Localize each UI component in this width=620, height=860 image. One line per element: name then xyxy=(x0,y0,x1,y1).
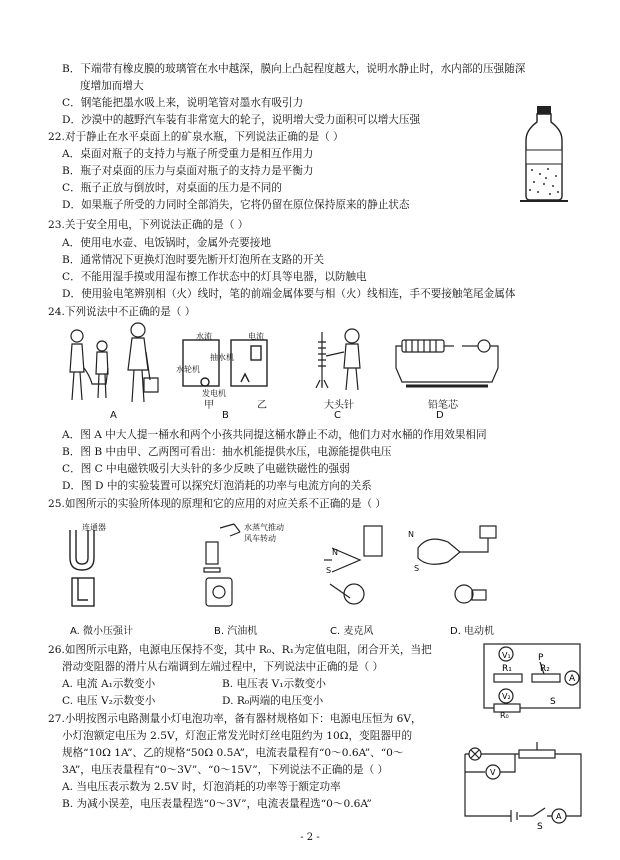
q24-label-generator: 发电机 xyxy=(202,389,226,398)
q21-option-c: C．钢笔能把墨水吸上来，说明笔管对墨水有吸引力 xyxy=(62,97,304,109)
q24-label-current: 电流 xyxy=(248,332,264,341)
q24-option-a: A．图 A 中大人提一桶水和两个小孩共同提这桶水静止不动，他们力对水桶的作用效果相同 xyxy=(62,429,487,441)
q26-circuit-r2: R₂ xyxy=(540,664,550,674)
q24-option-c: C．图 C 中电磁铁吸引大头针的多少反映了电磁铁磁性的强弱 xyxy=(62,463,350,475)
q24-label-yi: 乙 xyxy=(257,400,267,411)
q27-circuit-voltmeter: V xyxy=(490,768,496,777)
q24-label-d: D xyxy=(436,410,444,421)
q26-circuit-v2: V₂ xyxy=(502,692,511,701)
q26-circuit-r1: R₁ xyxy=(502,664,512,674)
q22-stem: 22.对于静止在水平桌面上的矿泉水瓶，下列说法正确的是（ ） xyxy=(48,131,344,143)
q26-circuit-r0: R₀ xyxy=(500,711,509,718)
q27-stem-line3: 规格“10Ω 1A”、乙的规格“50Ω 0.5A”，电流表量程有“0～0.6A”、“0～ xyxy=(62,747,404,759)
water-bottle-figure xyxy=(518,104,570,204)
q24-label-pin: 大头针 xyxy=(324,400,354,411)
q26-circuit-p: P xyxy=(538,653,544,663)
q27-stem-line1: 27.小明按图示电路测量小灯电泡功率，备有器材规格如下：电源电压恒为 6V， xyxy=(48,713,422,725)
q25-label-wheel: 风车转动 xyxy=(244,534,276,543)
q25-label-n1: N xyxy=(332,548,338,557)
q24-label-pump: 抽水机 xyxy=(210,353,234,362)
q23-stem: 23.关于安全用电，下列说法正确的是（ ） xyxy=(48,219,249,231)
q24-label-lead: 铅笔芯 xyxy=(428,400,458,411)
q21-option-d: D．沙漠中的越野汽车装有非常宽大的轮子，说明增大受力面积可以增大压强 xyxy=(62,114,421,126)
q26-option-b: B. 电压表 V₁示数变小 xyxy=(222,678,326,690)
q27-option-a: A. 当电压表示数为 2.5V 时，灯泡消耗的功率等于额定功率 xyxy=(62,781,341,793)
q25-label-n2: N xyxy=(408,530,414,539)
q27-option-b: B. 为减小误差，电压表量程选“0～3V”，电流表量程选“0～0.6A” xyxy=(62,798,372,810)
q22-option-a: A．桌面对瓶子的支持力与瓶子所受重力是相互作用力 xyxy=(62,148,314,160)
q24-option-d: D．图 D 中的实验装置可以探究灯泡消耗的功率与电流方向的关系 xyxy=(62,480,372,492)
q26-stem-line1: 26.如图所示电路，电源电压保持不变，其中 R₀、R₁为定值电阻，闭合开关，当把 xyxy=(48,644,432,656)
q26-circuit-ammeter: A xyxy=(569,674,576,684)
q25-label-steam: 水蒸气推动 xyxy=(244,523,284,532)
q24-figure-c-electromagnet xyxy=(300,322,380,394)
q21-option-b: B．下端带有橡皮膜的玻璃管在水中越深，膜向上凸起程度越大，说明水静止时，水内部的压强随深 xyxy=(62,63,526,75)
q25-figure-d-electric-motor xyxy=(408,518,508,610)
page-number: - 2 - xyxy=(300,832,320,843)
q25-label-s1: S xyxy=(326,566,332,575)
q26-circuit-v1: V₁ xyxy=(502,651,511,660)
q27-circuit-switch: S xyxy=(537,822,543,830)
q22-option-c: C．瓶子正放与倒放时，对桌面的压力是不同的 xyxy=(62,182,282,194)
q24-stem: 24.下列说法中不正确的是（ ） xyxy=(48,306,196,318)
q26-circuit-switch: S xyxy=(550,697,556,707)
q25-caption-b: B. 汽油机 xyxy=(214,626,258,637)
q24-figure-d-pencil-lead-circuit xyxy=(392,334,502,390)
q25-figure-c-microphone xyxy=(320,518,400,610)
q23-option-a: A．使用电水壶、电饭锅时，金属外壳要接地 xyxy=(62,237,271,249)
q24-label-a: A xyxy=(110,410,117,421)
q26-circuit-diagram xyxy=(478,638,590,718)
q26-option-a: A. 电流 A₁示数变小 xyxy=(62,678,156,690)
q24-label-c: C xyxy=(334,410,341,421)
q22-option-b: B．瓶子对桌面的压力与桌面对瓶子的支持力是平衡力 xyxy=(62,165,314,177)
q24-label-jia: 甲 xyxy=(204,400,214,411)
q26-stem-line2: 滑动变阻器的滑片从右端调到左端过程中，下列说法中正确的是（ ） xyxy=(62,661,384,673)
q26-option-d: D. R₀两端的电压变小 xyxy=(222,695,324,707)
q24-label-b: B xyxy=(222,410,229,421)
q25-caption-c: C. 麦克风 xyxy=(330,626,374,637)
q27-circuit-diagram xyxy=(455,738,590,830)
q27-stem-line2: 小灯泡额定电压为 2.5V，灯泡正常发光时灯丝电阻约为 10Ω，变阻器甲的 xyxy=(62,730,413,742)
q23-option-b: B．通常情况下更换灯泡时要先断开灯泡所在支路的开关 xyxy=(62,254,325,266)
q24-label-turbine: 水轮机 xyxy=(176,365,200,374)
q27-stem-line4: 3A”，电压表量程有“0～3V”、“0～15V”，下列说法不正确的是（ ） xyxy=(62,764,389,776)
q25-label-s2: S xyxy=(414,564,420,573)
q25-stem: 25.如图所示的实验所体现的原理和它的应用的对应关系不正确的是（ ） xyxy=(48,498,387,510)
q25-caption-d: D. 电动机 xyxy=(450,626,495,637)
q21-option-b-cont: 度增加而增大 xyxy=(80,80,144,92)
q24-figure-a-people-carrying-bucket xyxy=(62,322,167,412)
q26-option-c: C. 电压 V₂示数变小 xyxy=(62,695,156,707)
q25-label-connector: 连通器 xyxy=(82,523,106,532)
q24-option-b: B．图 B 中由甲、乙两图可看出：抽水机能提供水压，电源能提供电压 xyxy=(62,446,392,458)
q27-circuit-ammeter: A xyxy=(556,812,562,821)
q24-label-water: 水流 xyxy=(196,332,212,341)
q23-option-d: D．使用验电笔辨别相（火）线时，笔的前端金属体要与相（火）线相连，手不要接触笔尾金属体 xyxy=(62,288,516,300)
q22-option-d: D．如果瓶子所受的力同时全部消失，它将仍留在原位保持原来的静止状态 xyxy=(62,199,410,211)
q25-caption-a: A. 微小压强计 xyxy=(70,626,134,637)
q23-option-c: C．不能用湿手摸或用湿布擦工作状态中的灯具等电器，以防触电 xyxy=(62,271,367,283)
